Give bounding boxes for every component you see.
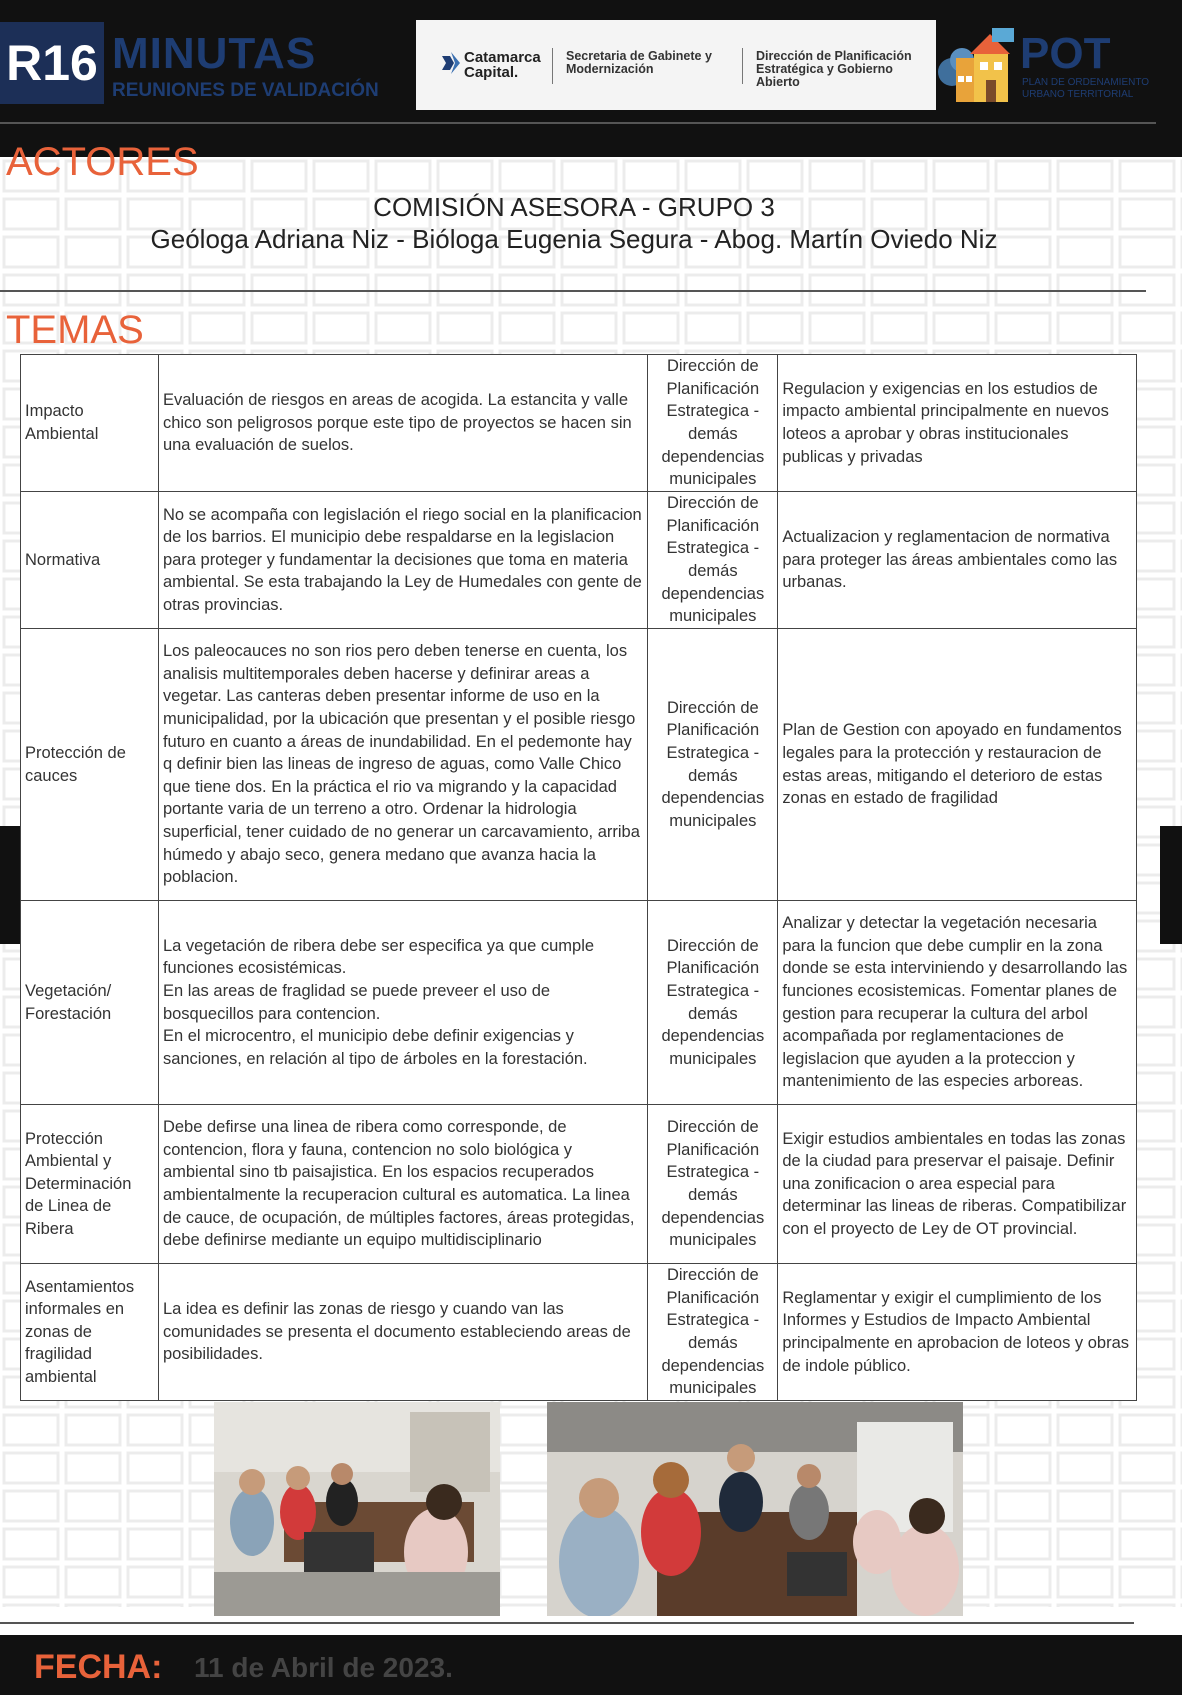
actors-group: COMISIÓN ASESORA - GRUPO 3	[373, 192, 775, 222]
actores-heading: ACTORES	[6, 140, 199, 184]
topic-name: Impacto Ambiental	[21, 355, 159, 492]
pot-title: POT	[1020, 29, 1111, 78]
topic-action: Analizar y detectar la vegetación necesaria para la funcion que debe cumplir en la zona donde se esta interviniendo y desarrollando las funciones ecosistemicas. Fomentar planes de gestion para recuperar la cultura del arbol acompañada por reglamentaciones de legislacion que ayuden a la proteccion y mantenimiento de las especies arboreas.	[778, 901, 1137, 1105]
table-row	[21, 355, 1137, 492]
topic-description: Debe defirse una linea de ribera como corresponde, de contencion, flora y fauna, contencion no solo biológica y ambiental sino tb paisajistica. En los espacios recuperados ambientalmente la recuperacion cultural es automatica. La linea de cauce, de ocupación, de múltiples factores, áreas protegidas, debe definirse mediante un equipo multidisciplinario	[158, 1105, 647, 1264]
topics-table	[20, 354, 1137, 1401]
topic-description: La idea es definir las zonas de riesgo y cuando van las comunidades se presenta el documento estableciendo areas de posibilidades.	[158, 1264, 647, 1401]
meeting-photo-2	[547, 1402, 963, 1616]
footer-bar	[0, 1635, 1182, 1695]
table-row	[21, 1105, 1137, 1264]
side-tab-right	[1160, 826, 1182, 944]
footer-divider	[0, 1622, 1134, 1624]
logo-secretaria: Secretaria de Gabinete y Modernización	[566, 49, 712, 76]
side-tab-left	[0, 826, 22, 944]
pot-house-logo-icon	[936, 20, 1020, 104]
meeting-photo-1	[214, 1402, 500, 1616]
topic-responsible: Dirección de Planificación Estrategica - demás dependencias municipales	[648, 1105, 778, 1264]
logo-divider	[742, 48, 743, 84]
topic-description: Evaluación de riesgos en areas de acogida. La estancita y valle chico son peligrosos porque este tipo de proyectos se hacen sin una evaluación de suelos.	[158, 355, 647, 492]
document-subtitle: REUNIONES DE VALIDACIÓN	[112, 80, 379, 101]
logo-brand: Catamarca Capital.	[464, 49, 541, 81]
table-row	[21, 629, 1137, 901]
table-row	[21, 492, 1137, 629]
minute-code: R16	[0, 22, 104, 104]
topic-name: Protección de cauces	[21, 629, 159, 901]
topic-name: Asentamientos informales en zonas de fragilidad ambiental	[21, 1264, 159, 1401]
logo-direccion: Dirección de Planificación Estratégica y Gobierno Abierto	[756, 49, 912, 89]
topic-action: Actualizacion y reglamentacion de normativa para proteger las áreas ambientales como las urbanas.	[778, 492, 1137, 629]
topic-description: No se acompaña con legislación el riego social en la planificacion de los barrios. El municipio debe respaldarse en la legislacion para proteger y fundamentar la decisiones que toma en materia ambiental. Se esta trabajando la Ley de Humedales con gente de otras provincias.	[158, 492, 647, 629]
topic-name: Protección Ambiental y Determinación de Linea de Ribera	[21, 1105, 159, 1264]
table-row	[21, 1264, 1137, 1401]
topic-action: Plan de Gestion con apoyado en fundamentos legales para la protección y restauracion de estas areas, mitigando el deterioro de estas zonas en estado de fragilidad	[778, 629, 1137, 901]
actors-list: Geóloga Adriana Niz - Bióloga Eugenia Segura - Abog. Martín Oviedo Niz	[150, 224, 998, 254]
topic-responsible: Dirección de Planificación Estrategica - demás dependencias municipales	[648, 901, 778, 1105]
topic-responsible: Dirección de Planificación Estrategica - demás dependencias municipales	[648, 629, 778, 901]
date-label: FECHA:	[34, 1648, 163, 1686]
topic-description: La vegetación de ribera debe ser especifica ya que cumple funciones ecosistémicas. En las areas de fraglidad se puede preveer el uso de bosquecillos para contencion. En el microcentro, el municipio debe definir exigencias y sanciones, en relación al tipo de árboles en la forestación.	[158, 901, 647, 1105]
topic-action: Reglamentar y exigir el cumplimiento de los Informes y Estudios de Impacto Ambiental principalmente en aprobacion de loteos y obras de indole público.	[778, 1264, 1137, 1401]
table-row	[21, 901, 1137, 1105]
catamarca-logo-icon	[442, 52, 460, 74]
topic-description: Los paleocauces no son rios pero deben tenerse en cuenta, los analisis multitemporales deben hacerse y definirar areas a vegetar. Las canteras deben presentar informe de uso en la municipalidad, por la ubicación que presentan y el posible riesgo futuro en cuanto a áreas de inundabilidad. En el pedemonte hay q definir bien las lineas de ingreso de aguas, como Valle Chico que tiene dos. En la práctica el rio va migrando y la capacidad portante varia de un terreno a otro. Ordenar la hidrologia superficial, tener cuidado de no generar un carcavamiento, arriba húmedo y abajo seco, genera medano que avanza hacia la poblacion.	[158, 629, 647, 901]
institution-logos	[416, 20, 936, 110]
topic-name: Normativa	[21, 492, 159, 629]
header-divider	[0, 122, 1156, 124]
topic-responsible: Dirección de Planificación Estrategica - demás dependencias municipales	[648, 355, 778, 492]
logo-divider	[552, 48, 553, 84]
pot-subtitle: PLAN DE ORDENAMIENTO URBANO TERRITORIAL	[1022, 77, 1150, 100]
document-title: MINUTAS	[112, 29, 317, 78]
topic-action: Exigir estudios ambientales en todas las zonas de la ciudad para preservar el paisaje. Definir una zonificacion o area especial para determinar las lineas de riberas. Compatibilizar con el proyecto de Ley de OT provincial.	[778, 1105, 1137, 1264]
actors-divider	[0, 290, 1146, 292]
topic-responsible: Dirección de Planificación Estrategica - demás dependencias municipales	[648, 1264, 778, 1401]
topic-name: Vegetación/ Forestación	[21, 901, 159, 1105]
date-value: 11 de Abril de 2023.	[194, 1652, 453, 1683]
topic-responsible: Dirección de Planificación Estrategica - demás dependencias municipales	[648, 492, 778, 629]
topic-action: Regulacion y exigencias en los estudios de impacto ambiental principalmente en nuevos loteos a aprobar y obras institucionales publicas y privadas	[778, 355, 1137, 492]
temas-heading: TEMAS	[6, 308, 144, 352]
